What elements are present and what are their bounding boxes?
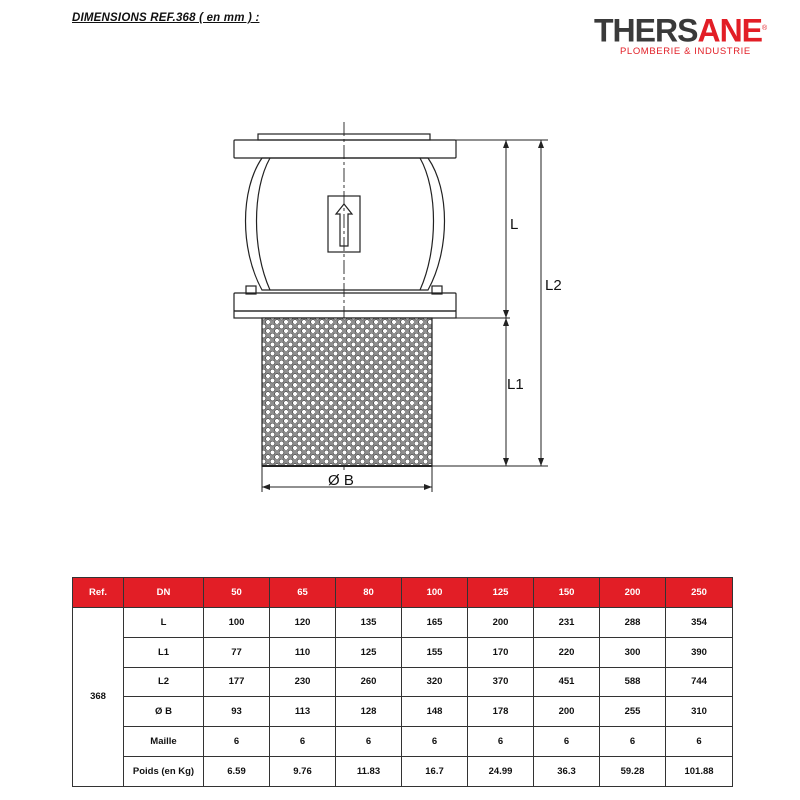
dim-label-L1: L1: [507, 376, 524, 393]
ref-value-cell: 368: [73, 608, 124, 787]
table-cell: 320: [402, 667, 468, 697]
table-cell: 100: [204, 608, 270, 638]
table-row: [73, 608, 733, 638]
table-header-row: [73, 578, 733, 608]
table-cell: 155: [402, 637, 468, 667]
table-cell: 59.28: [600, 756, 666, 786]
dimensions-table: [72, 577, 733, 787]
logo-registered-mark: ®: [762, 25, 767, 32]
row-label: L1: [124, 637, 204, 667]
arrow-L2-top: [538, 140, 544, 148]
header-size: 65: [270, 578, 336, 608]
logo-brand-a: THERS: [594, 12, 698, 49]
table-row: [73, 637, 733, 667]
table-cell: 310: [666, 697, 733, 727]
table-cell: 288: [600, 608, 666, 638]
arrow-B-left: [262, 484, 270, 490]
header-size: 100: [402, 578, 468, 608]
arrow-L1-bottom: [503, 458, 509, 466]
table-cell: 101.88: [666, 756, 733, 786]
header-size: 50: [204, 578, 270, 608]
table-cell: 6: [270, 727, 336, 757]
table-cell: 588: [600, 667, 666, 697]
header-size: 200: [600, 578, 666, 608]
table-cell: 6.59: [204, 756, 270, 786]
table-cell: 6: [402, 727, 468, 757]
header-ref: Ref.: [73, 578, 124, 608]
table-cell: 6: [600, 727, 666, 757]
dim-label-B: Ø B: [328, 472, 354, 489]
document-title: DIMENSIONS REF.368 ( en mm ) :: [72, 12, 260, 24]
table-row: [73, 697, 733, 727]
table-cell: 24.99: [468, 756, 534, 786]
table-cell: 125: [336, 637, 402, 667]
bottom-flange: [234, 293, 456, 311]
table-cell: 6: [534, 727, 600, 757]
row-label: Maille: [124, 727, 204, 757]
table-row: [73, 727, 733, 757]
table-cell: 354: [666, 608, 733, 638]
header-dn: DN: [124, 578, 204, 608]
table-cell: 16.7: [402, 756, 468, 786]
row-label: L2: [124, 667, 204, 697]
arrow-L2-bottom: [538, 458, 544, 466]
table-cell: 135: [336, 608, 402, 638]
table-cell: 200: [468, 608, 534, 638]
arrow-L-top: [503, 140, 509, 148]
row-label: L: [124, 608, 204, 638]
table-cell: 113: [270, 697, 336, 727]
table-cell: 200: [534, 697, 600, 727]
table-cell: 451: [534, 667, 600, 697]
table-cell: 230: [270, 667, 336, 697]
table-cell: 93: [204, 697, 270, 727]
header-size: 250: [666, 578, 733, 608]
header-size: 150: [534, 578, 600, 608]
table-cell: 170: [468, 637, 534, 667]
arrow-L1-top: [503, 318, 509, 326]
valve-body: [246, 158, 445, 290]
bottom-flange-plate: [234, 311, 456, 318]
table-cell: 120: [270, 608, 336, 638]
table-row: [73, 756, 733, 786]
table-cell: 300: [600, 637, 666, 667]
table-cell: 260: [336, 667, 402, 697]
table-cell: 370: [468, 667, 534, 697]
arrow-L-bottom: [503, 310, 509, 318]
table-cell: 128: [336, 697, 402, 727]
logo-brand-b: ANE: [697, 12, 763, 49]
table-cell: 220: [534, 637, 600, 667]
table-cell: 178: [468, 697, 534, 727]
table-cell: 6: [336, 727, 402, 757]
row-label: Poids (en Kg): [124, 756, 204, 786]
table-cell: 390: [666, 637, 733, 667]
table-row: [73, 667, 733, 697]
table-cell: 231: [534, 608, 600, 638]
table-cell: 9.76: [270, 756, 336, 786]
table-cell: 148: [402, 697, 468, 727]
logo-tagline: PLOMBERIE & INDUSTRIE: [620, 46, 751, 57]
table-cell: 165: [402, 608, 468, 638]
header-size: 125: [468, 578, 534, 608]
table-cell: 255: [600, 697, 666, 727]
table-cell: 6: [666, 727, 733, 757]
dim-label-L2: L2: [545, 277, 562, 294]
table-cell: 6: [468, 727, 534, 757]
row-label: Ø B: [124, 697, 204, 727]
table-cell: 36.3: [534, 756, 600, 786]
table-cell: 77: [204, 637, 270, 667]
table-cell: 110: [270, 637, 336, 667]
dim-label-L: L: [510, 216, 519, 233]
arrow-B-right: [424, 484, 432, 490]
top-flange: [234, 140, 456, 158]
table-cell: 744: [666, 667, 733, 697]
table-cell: 11.83: [336, 756, 402, 786]
strainer-screen: [262, 318, 432, 466]
valve-body-inner: [257, 158, 434, 290]
table-cell: 6: [204, 727, 270, 757]
header-size: 80: [336, 578, 402, 608]
table-cell: 177: [204, 667, 270, 697]
